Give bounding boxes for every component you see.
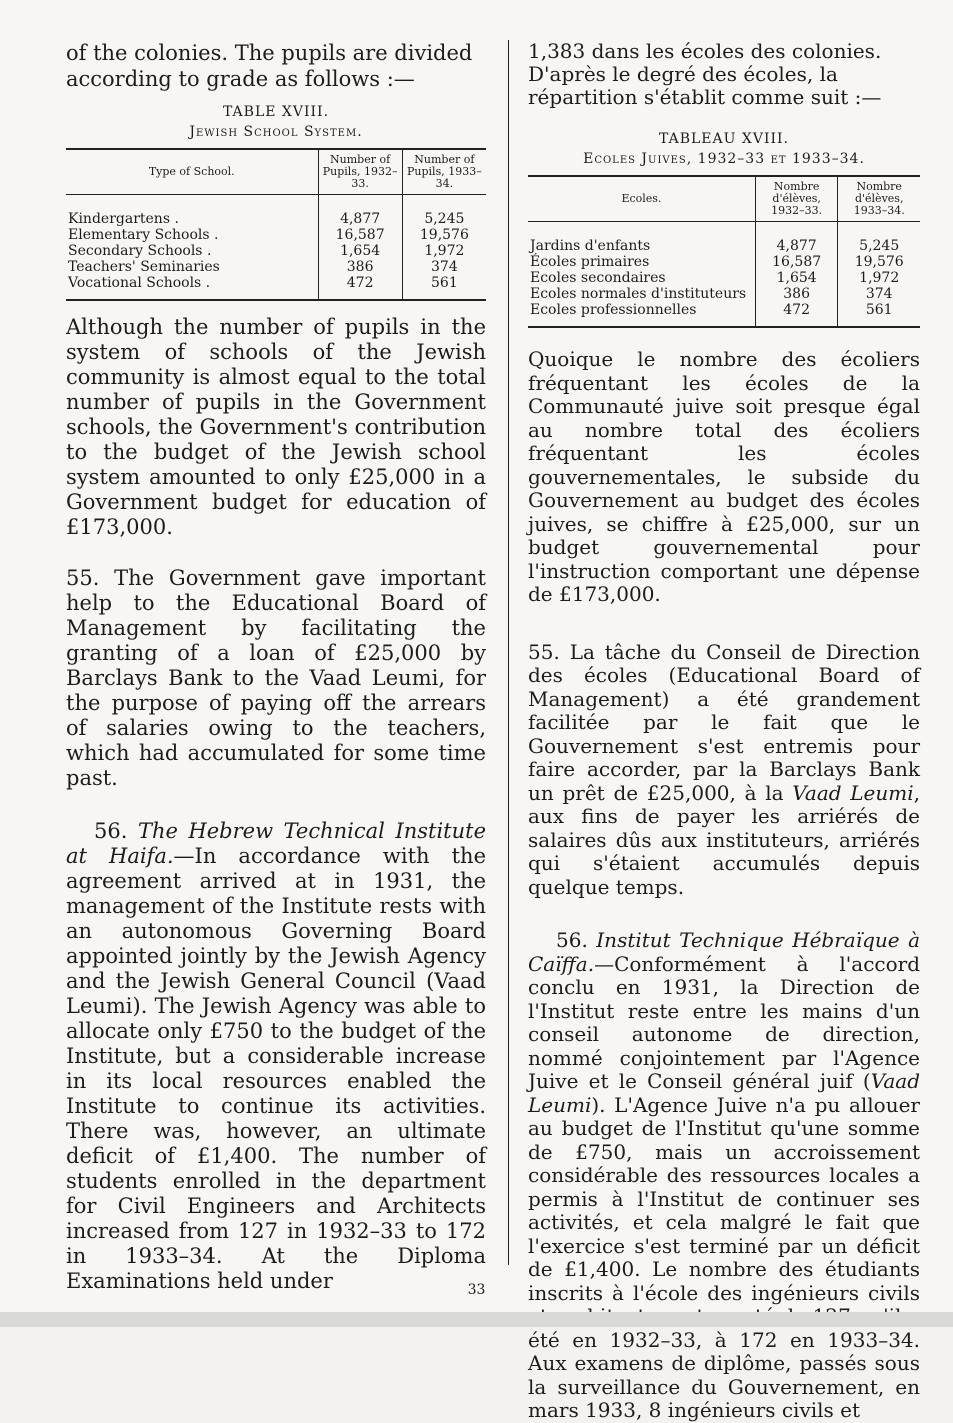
en-col-1932: Number of Pupils, 1932–33. <box>318 149 402 195</box>
row-value: 1,654 <box>318 243 402 259</box>
fr-budget-paragraph: Quoique le nombre des écoliers fréquentant les écoles de la Communauté juive soit presque égal au nombre total des écoliers fréquentant les écoles gouvernementales, le subside du Gouvernement au budget des écoles juives, se chiffre à £25,000, sur un budget gouvernemental pour l'instruction comportant une dépense de £173,000. <box>528 347 920 606</box>
table-row <box>66 243 486 259</box>
scan-bottom-edge <box>0 1312 953 1327</box>
table-row <box>528 222 920 255</box>
row-value: 472 <box>755 302 838 327</box>
row-value: 374 <box>402 259 486 275</box>
fr-paragraph-56 <box>528 929 920 1423</box>
french-column <box>528 40 920 1423</box>
row-label: Teachers' Seminaries <box>68 259 220 275</box>
table-row <box>528 254 920 270</box>
row-label: Ecoles secondaires <box>530 270 666 286</box>
row-value: 4,877 <box>318 195 402 228</box>
row-label: Secondary Schools . <box>68 243 212 259</box>
english-column <box>66 40 486 1294</box>
row-value: 5,245 <box>838 222 920 255</box>
en-col-type: Type of School. <box>66 149 318 195</box>
fr-p55-text-a: 55. La tâche du Conseil de Direction des écoles (Educational Board of Management) a été grandement facilitée par le fait que le Gouvernement s'est entremis pour faire accorder, par la Barclays Bank un prêt de £25,000, à la <box>528 639 920 805</box>
row-value: 386 <box>755 286 838 302</box>
column-divider <box>508 40 509 1265</box>
row-value: 16,587 <box>755 254 838 270</box>
fr-table-subtitle: Ecoles Juives, 1932–33 et 1933–34. <box>583 151 865 167</box>
fr-paragraph-55 <box>528 641 920 900</box>
en-p56-number: 56. <box>94 819 128 843</box>
fr-col-type: Ecoles. <box>528 176 755 222</box>
row-label: Vocational Schools . <box>66 275 318 300</box>
table-row <box>528 286 920 302</box>
en-intro: of the colonies. The pupils are divided according to grade as follows :— <box>66 41 473 91</box>
row-value: 5,245 <box>402 195 486 228</box>
fr-col-1933: Nombre d'élèves, 1933–34. <box>838 176 920 222</box>
table-row <box>66 259 486 275</box>
row-label: Ecoles normales d'instituteurs <box>530 286 747 302</box>
en-paragraph-55: 55. The Government gave important help to the Educational Board of Management by facilitating the granting of a loan of £25,000 by Barclays Bank to the Vaad Leumi, for the purpose of paying off the arrears of salaries owing to the teachers, which had accumulated for some time past. <box>66 566 486 790</box>
row-value: 19,576 <box>402 227 486 243</box>
table-row <box>66 275 486 300</box>
fr-intro: 1,383 dans les écoles des colonies. D'après le degré des écoles, la répartition s'établit comme suit :— <box>528 39 882 109</box>
en-col-1933: Number of Pupils, 1933–34. <box>402 149 486 195</box>
row-value: 4,877 <box>755 222 838 255</box>
en-table-title: TABLE XVIII. <box>222 104 330 120</box>
row-value: 472 <box>318 275 402 300</box>
fr-col-1932: Nombre d'élèves, 1932–33. <box>755 176 838 222</box>
fr-p56-text-b: ). L'Agence Juive n'a pu allouer au budget de l'Institut qu'une somme de £750, mais un accroissement considérable des ressources locales a permis à l'Institut de continuer ses activités, et cela malgré le fait que l'exercice s'est terminé par un déficit de £1,400. Le nombre des étudiants inscrits à l'école des ingénieurs civils été en 1932–33, à 172 en 1933–34. Aux examens de diplôme, passés sous la surveillance du Gouvernement, en mars 1933, 8 ingénieurs civils et <box>528 1092 920 1422</box>
fr-p56-text-a: —Conformément à l'accord conclu en 1931, la Direction de l'Institut reste entre les mains d'un conseil autonome de direction, nommé conjointement par l'Agence Juive et le Conseil général juif ( <box>528 951 920 1093</box>
row-value: 561 <box>402 275 486 300</box>
row-value: 561 <box>838 302 920 327</box>
row-label: Écoles primaires <box>530 254 650 270</box>
table-row <box>66 227 486 243</box>
row-value: 1,654 <box>755 270 838 286</box>
row-label: Jardins d'enfants <box>530 238 651 254</box>
en-p56-title: The Hebrew Technical Institute at Haifa. <box>66 819 486 868</box>
page-number: 33 <box>467 1282 486 1298</box>
row-value: 386 <box>318 259 402 275</box>
row-value: 19,576 <box>838 254 920 270</box>
fr-p56-number: 56. <box>556 928 588 952</box>
en-table-subtitle: Jewish School System. <box>189 124 363 140</box>
fr-p55-italic: Vaad Leumi <box>792 780 914 805</box>
table-row <box>528 270 920 286</box>
fr-p56-title: Institut Technique Hébraïque à Caïffa. <box>528 928 920 976</box>
row-value: 374 <box>838 286 920 302</box>
en-school-table <box>66 148 486 301</box>
table-row <box>528 302 920 327</box>
row-value: 1,972 <box>402 243 486 259</box>
row-label: Ecoles professionnelles <box>528 302 755 327</box>
row-value: 16,587 <box>318 227 402 243</box>
fr-table-title: TABLEAU XVIII. <box>659 131 789 147</box>
row-label: Kindergartens . <box>68 211 179 227</box>
row-value: 1,972 <box>838 270 920 286</box>
table-row <box>66 195 486 228</box>
en-p56-body: —In accordance with the agreement arrived at in 1931, the management of the Institute rests with an autonomous Governing Board appointed jointly by the Jewish Agency and the Jewish General Council (Vaad Leumi). The Jewish Agency was able to allocate only £750 to the budget of the Institute, but a considerable increase in its local resources enabled the Institute to continue its activities. There was, however, an ultimate deficit of £1,400. The number of students enrolled in the department for Civil Engineers and Architects increased from 127 in 1932–33 to 172 in 1933–34. At the Diploma Examinations held under <box>66 844 487 1293</box>
fr-school-table <box>528 175 920 328</box>
row-label: Elementary Schools . <box>68 227 219 243</box>
en-budget-paragraph: Although the number of pupils in the system of schools of the Jewish community is almost equal to the total number of pupils in the Government schools, the Government's contribution to the budget of the Jewish school system amounted to only £25,000 in a Government budget for education of £173,000. <box>66 315 486 539</box>
fr-p56-italic: Vaad Leumi <box>528 1069 920 1117</box>
fr-p55-text-b: , aux fins de payer les arriérés de salaires dûs aux instituteurs, arriérés qui s'étaient accumulés depuis quelque temps. <box>528 780 920 899</box>
en-paragraph-56 <box>66 819 486 1294</box>
